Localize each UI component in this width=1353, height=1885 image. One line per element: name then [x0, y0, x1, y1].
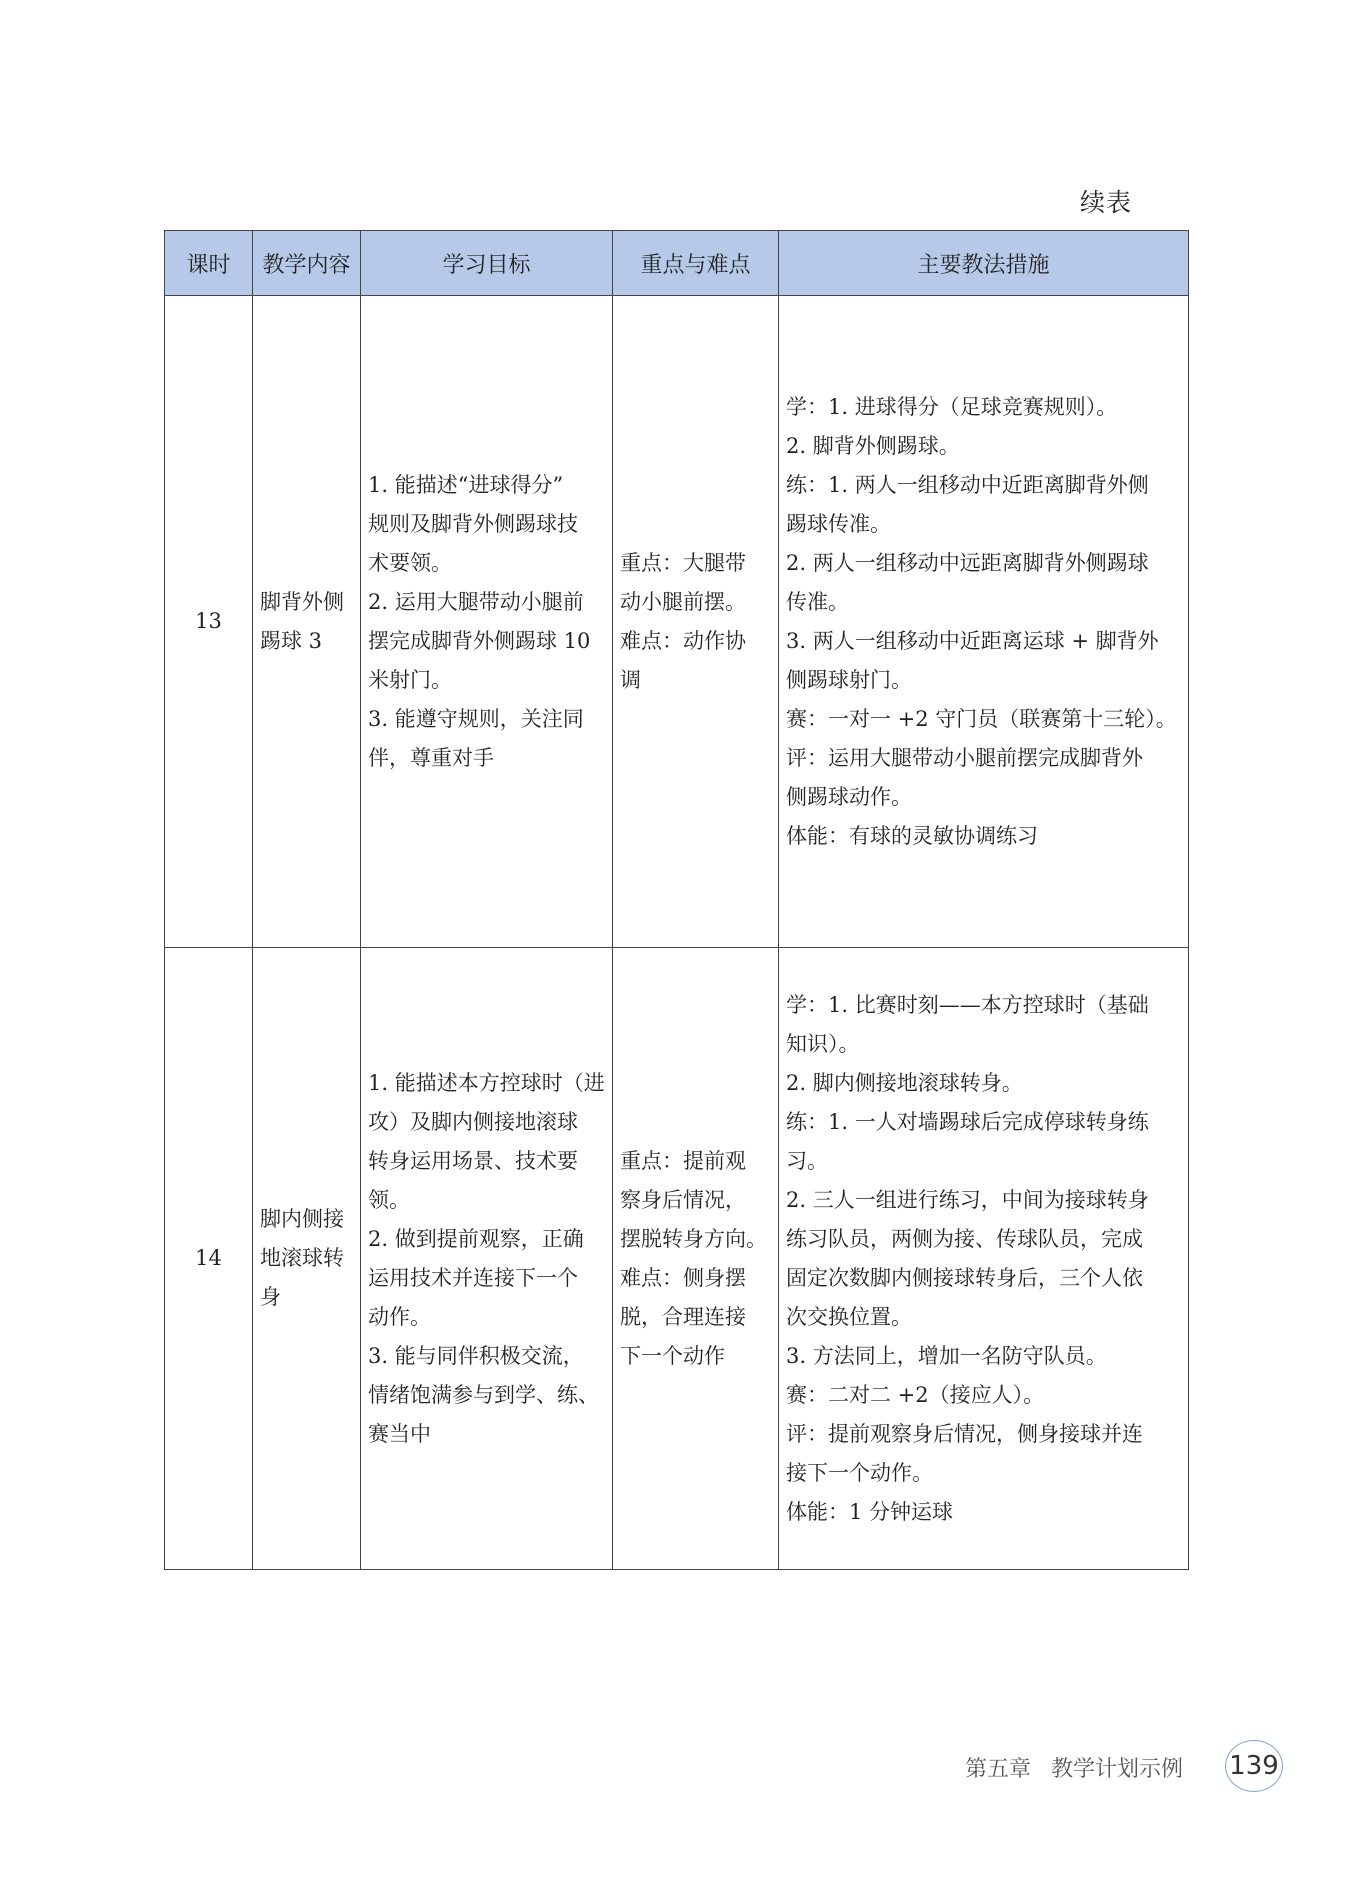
- page-footer: [965, 1752, 1183, 1783]
- key-point-line: 难点：侧身摆: [620, 1265, 746, 1290]
- continued-table-label: 续表: [1080, 188, 1133, 217]
- method-line: 接下一个动作。: [786, 1460, 933, 1485]
- method-line: 练习队员，两侧为接、传球队员，完成: [786, 1226, 1143, 1251]
- goal-line: 赛当中: [368, 1421, 431, 1446]
- goal-line: 3. 能与同伴积极交流，: [368, 1343, 584, 1368]
- key-point-line: 重点：提前观: [620, 1148, 746, 1173]
- method-line: 赛：二对二 +2（接应人）。: [786, 1382, 1045, 1407]
- method-line: 2. 两人一组移动中远距离脚背外侧踢球: [786, 550, 1149, 575]
- goal-line: 领。: [368, 1187, 410, 1212]
- header-goals: 学习目标: [361, 231, 613, 296]
- method-line: 学：1. 进球得分（足球竞赛规则）。: [786, 394, 1118, 419]
- method-line: 传准。: [786, 589, 849, 614]
- method-line: 评：运用大腿带动小腿前摆完成脚背外: [786, 745, 1143, 770]
- method-line: 练：1. 两人一组移动中近距离脚背外侧: [786, 472, 1149, 497]
- table-row-lesson-14: [165, 948, 1189, 1570]
- goal-line: 1. 能描述本方控球时（进: [368, 1070, 605, 1095]
- key-point-line: 摆脱转身方向。: [620, 1226, 767, 1251]
- key-point-line: 下一个动作: [620, 1343, 725, 1368]
- goal-line: 术要领。: [368, 550, 452, 575]
- goal-line: 动作。: [368, 1304, 431, 1329]
- key-points: [613, 296, 779, 948]
- page-number: 139: [1225, 1740, 1283, 1792]
- method-line: 赛：一对一 +2 守门员（联赛第十三轮）。: [786, 706, 1177, 731]
- goal-line: 运用技术并连接下一个: [368, 1265, 578, 1290]
- goal-line: 1. 能描述“进球得分”: [368, 472, 564, 497]
- method-line: 习。: [786, 1148, 828, 1173]
- goal-line: 规则及脚背外侧踢球技: [368, 511, 578, 536]
- key-point-line: 调: [620, 667, 641, 692]
- method-line: 次交换位置。: [786, 1304, 912, 1329]
- key-point-line: 重点：大腿带: [620, 550, 746, 575]
- table-header-row: [165, 231, 1189, 296]
- goal-line: 2. 运用大腿带动小腿前: [368, 589, 584, 614]
- goal-line: 米射门。: [368, 667, 452, 692]
- content-line: 身: [260, 1285, 281, 1309]
- teaching-methods: [779, 296, 1189, 948]
- method-line: 2. 脚背外侧踢球。: [786, 433, 960, 458]
- goal-line: 伴，尊重对手: [368, 745, 494, 770]
- goal-line: 攻）及脚内侧接地滚球: [368, 1109, 578, 1134]
- key-point-line: 难点：动作协: [620, 628, 746, 653]
- content-line: 脚内侧接: [260, 1207, 344, 1231]
- table-row-lesson-13: [165, 296, 1189, 948]
- method-line: 3. 两人一组移动中近距离运球 + 脚背外: [786, 628, 1159, 653]
- goal-line: 2. 做到提前观察，正确: [368, 1226, 584, 1251]
- header-content: 教学内容: [253, 231, 361, 296]
- method-line: 评：提前观察身后情况，侧身接球并连: [786, 1421, 1143, 1446]
- lesson-content: [253, 296, 361, 948]
- method-line: 体能：1 分钟运球: [786, 1499, 954, 1524]
- lesson-content: [253, 948, 361, 1570]
- method-line: 侧踢球射门。: [786, 667, 912, 692]
- key-point-line: 动小腿前摆。: [620, 589, 746, 614]
- teaching-methods: [779, 948, 1189, 1570]
- content-line: 踢球 3: [260, 628, 323, 653]
- method-line: 踢球传准。: [786, 511, 891, 536]
- method-line: 固定次数脚内侧接球转身后，三个人依: [786, 1265, 1143, 1290]
- goal-line: 摆完成脚背外侧踢球 10: [368, 628, 591, 653]
- method-line: 3. 方法同上，增加一名防守队员。: [786, 1343, 1107, 1368]
- key-points: [613, 948, 779, 1570]
- lesson-number: 14: [165, 948, 253, 1570]
- header-methods: 主要教法措施: [779, 231, 1189, 296]
- goal-line: 转身运用场景、技术要: [368, 1148, 578, 1173]
- chapter-title: 教学计划示例: [1051, 1757, 1184, 1782]
- method-line: 2. 三人一组进行练习，中间为接球转身: [786, 1187, 1149, 1212]
- lesson-number: 13: [165, 296, 253, 948]
- goal-line: 3. 能遵守规则，关注同: [368, 706, 584, 731]
- learning-goals: [361, 948, 613, 1570]
- key-point-line: 察身后情况，: [620, 1187, 746, 1212]
- method-line: 练：1. 一人对墙踢球后完成停球转身练: [786, 1109, 1149, 1134]
- goal-line: 情绪饱满参与到学、练、: [368, 1382, 599, 1407]
- header-lesson: 课时: [165, 231, 253, 296]
- method-line: 2. 脚内侧接地滚球转身。: [786, 1070, 1023, 1095]
- learning-goals: [361, 296, 613, 948]
- content-line: 脚背外侧: [260, 589, 344, 614]
- method-line: 侧踢球动作。: [786, 784, 912, 809]
- teaching-plan-table: [164, 230, 1189, 1570]
- method-line: 知识）。: [786, 1031, 860, 1056]
- chapter-label: 第五章: [965, 1757, 1032, 1782]
- method-line: 体能：有球的灵敏协调练习: [786, 823, 1038, 848]
- header-key-points: 重点与难点: [613, 231, 779, 296]
- content-line: 地滚球转: [260, 1246, 344, 1270]
- key-point-line: 脱，合理连接: [620, 1304, 746, 1329]
- method-line: 学：1. 比赛时刻——本方控球时（基础: [786, 992, 1149, 1017]
